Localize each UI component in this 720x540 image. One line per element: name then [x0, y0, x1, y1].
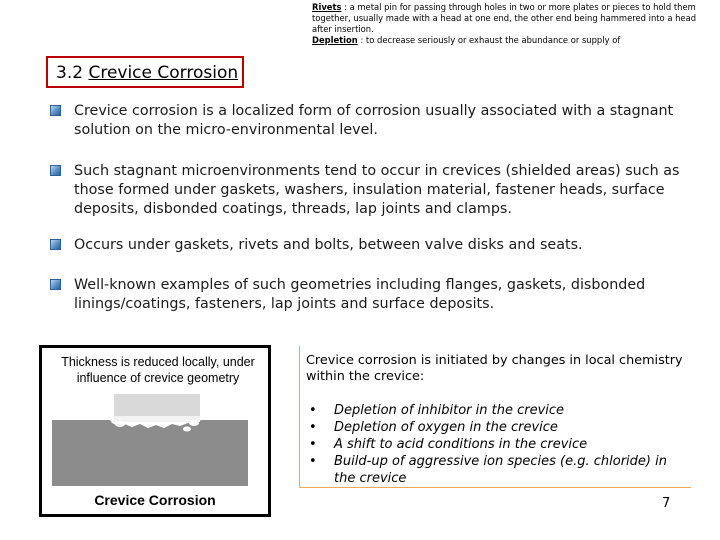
- figure-caption-bottom: Crevice Corrosion: [94, 492, 216, 508]
- bullet-text: Occurs under gaskets, rivets and bolts, between valve disks and seats.: [74, 237, 583, 253]
- section-title: [56, 62, 238, 84]
- chemistry-list-item: [306, 436, 686, 453]
- square-bullet-icon: [50, 239, 61, 250]
- page-number: 7: [662, 496, 671, 511]
- chemistry-intro: Crevice corrosion is initiated by changes in local chemistry within the crevice:: [306, 353, 683, 384]
- crevice-corrosion-figure: [39, 345, 271, 517]
- metal-plate: [52, 420, 248, 486]
- glossary-term-rivets: Rivets: [312, 2, 342, 12]
- chemistry-list-item: [306, 453, 686, 487]
- crevice-gap-left: [115, 421, 125, 427]
- chemistry-list: [306, 402, 686, 487]
- bullet-item: [50, 162, 716, 219]
- crevice-diagram: [52, 390, 248, 486]
- chemistry-item-text: Depletion of oxygen in the crevice: [334, 420, 558, 435]
- square-bullet-icon: [50, 105, 61, 116]
- bullet-item: [50, 276, 716, 314]
- glossary-rivets: [312, 2, 714, 35]
- bullet-item: [50, 102, 716, 140]
- bullet-text: Well-known examples of such geometries including flanges, gaskets, disbonded linings/coatings, fasteners, lap joints and surface deposits.: [74, 277, 646, 312]
- chemistry-item-text: Depletion of inhibitor in the crevice: [334, 403, 565, 418]
- washer-edge: [114, 416, 200, 422]
- square-bullet-icon: [50, 279, 61, 290]
- glossary-depletion: [312, 35, 714, 46]
- section-title-text: Crevice Corrosion: [88, 63, 239, 83]
- bullet-text: Crevice corrosion is a localized form of corrosion usually associated with a stagnant solution on the micro-environmental level.: [74, 103, 674, 138]
- chemistry-item-text: A shift to acid conditions in the crevice: [334, 437, 588, 452]
- figure-caption-top: Thickness is reduced locally, under influence of crevice geometry: [61, 355, 255, 385]
- glossary-note: [312, 2, 714, 46]
- crevice-pit: [183, 427, 191, 432]
- crevice-gap-right: [189, 420, 199, 426]
- bullet-dot-icon: •: [309, 454, 317, 469]
- bullet-dot-icon: •: [309, 403, 317, 418]
- square-bullet-icon: [50, 165, 61, 176]
- chemistry-item-text: Build-up of aggressive ion species (e.g. chloride) in the crevice: [334, 454, 667, 486]
- bullet-dot-icon: •: [309, 420, 317, 435]
- glossary-def-depletion: : to decrease seriously or exhaust the abundance or supply of: [357, 35, 621, 45]
- section-number: 3.2: [56, 63, 89, 83]
- chemistry-list-item: [306, 419, 686, 436]
- chemistry-list-item: [306, 402, 686, 419]
- bullet-text: Such stagnant microenvironments tend to occur in crevices (shielded areas) such as those formed under gaskets, washers, insulation material, fastener heads, surface deposits, disbonded coatings, threads, lap joints and clamps.: [74, 163, 680, 217]
- glossary-term-depletion: Depletion: [312, 35, 358, 45]
- bullet-dot-icon: •: [309, 437, 317, 452]
- bullet-item: [50, 236, 716, 255]
- glossary-def-rivets: : a metal pin for passing through holes in two or more plates or pieces to hold them together, usually made with a head at one end, the other end being hammered into a head after insertion.: [312, 2, 697, 34]
